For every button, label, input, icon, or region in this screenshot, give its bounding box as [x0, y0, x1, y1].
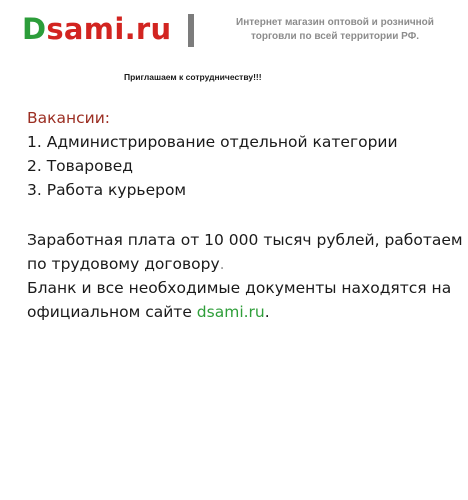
site-link-accent: d: [196, 303, 207, 321]
docs-line-2: [27, 300, 457, 324]
vacancies-title: Вакансии:: [27, 109, 111, 127]
salary-line-2-end: .: [219, 255, 225, 273]
salary-line-2-text: по трудовому договору: [27, 255, 220, 273]
salary-line-1: Заработная плата от 10 000 тысяч рублей, работаем: [27, 231, 463, 249]
site-link-rest: sami.ru: [206, 303, 265, 321]
header-divider: [188, 14, 194, 47]
main-content: [27, 106, 463, 324]
vacancy-item-3: 3. Работа курьером: [27, 181, 187, 199]
tagline-line-2: торговли по всей территории РФ.: [250, 31, 420, 42]
vacancy-item-2: 2. Товаровед: [27, 157, 134, 175]
vacancy-item-1: 1. Администрирование отдельной категории: [27, 133, 398, 151]
site-link[interactable]: [197, 303, 265, 321]
section-gap: [27, 202, 457, 228]
logo-accent-letter: D: [22, 12, 47, 46]
logo-rest-text: sami.ru: [46, 12, 172, 46]
salary-line-2: [27, 252, 457, 276]
docs-line-1: Бланк и все необходимые документы находятся на: [27, 279, 452, 297]
header-tagline: [211, 16, 459, 44]
docs-line-2-end: .: [264, 303, 270, 321]
docs-line-2-prefix: официальном сайте: [27, 303, 197, 321]
site-logo[interactable]: [22, 12, 171, 46]
tagline-line-1: Интернет магазин оптовой и розничной: [236, 17, 434, 28]
invite-text: Приглашаем к сотрудничеству!!!: [124, 72, 262, 82]
